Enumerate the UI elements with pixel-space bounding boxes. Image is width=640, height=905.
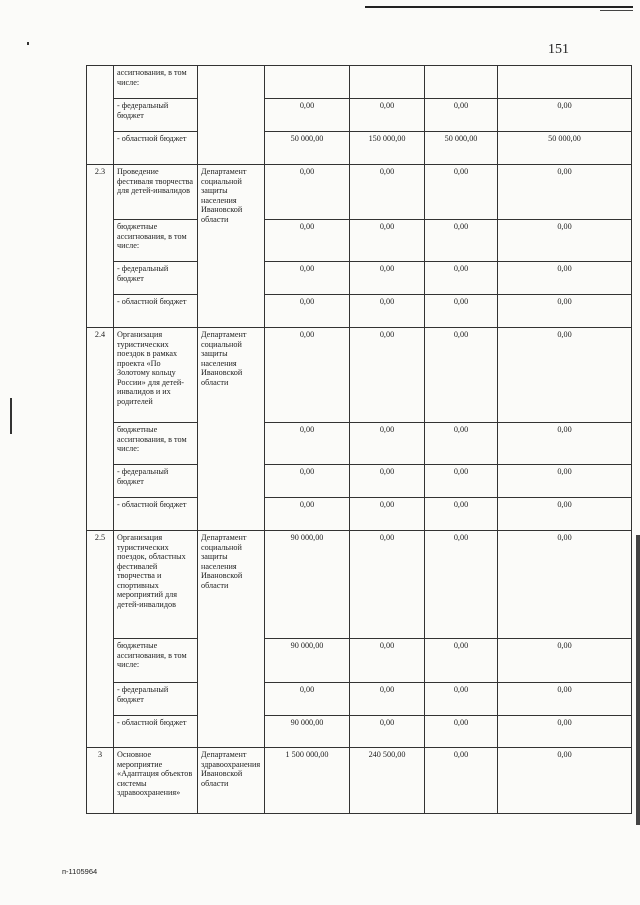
item-description: бюджетные ассигнования, в том числе: <box>114 423 198 465</box>
table-row <box>87 132 632 165</box>
scan-edge-bar <box>636 535 640 825</box>
page-number: 151 <box>548 42 569 57</box>
footer-document-code: п-1105964 <box>62 867 98 876</box>
table-row <box>87 66 632 99</box>
value-cell: 0,00 <box>350 639 425 683</box>
table-row <box>87 295 632 328</box>
value-cell: 0,00 <box>498 748 632 814</box>
value-cell: 0,00 <box>350 423 425 465</box>
value-cell: 240 500,00 <box>350 748 425 814</box>
value-cell: 0,00 <box>425 328 498 423</box>
table-row <box>87 165 632 220</box>
table-row <box>87 220 632 262</box>
table-row <box>87 748 632 814</box>
value-cell: 0,00 <box>350 165 425 220</box>
item-number: 2.5 <box>87 531 114 748</box>
value-cell: 0,00 <box>498 295 632 328</box>
value-cell: 0,00 <box>265 465 350 498</box>
table-row <box>87 99 632 132</box>
value-cell: 50 000,00 <box>498 132 632 165</box>
value-cell: 90 000,00 <box>265 716 350 748</box>
item-description: - федеральный бюджет <box>114 465 198 498</box>
value-cell: 90 000,00 <box>265 639 350 683</box>
value-cell: 0,00 <box>425 220 498 262</box>
value-cell: 0,00 <box>265 262 350 295</box>
value-cell: 150 000,00 <box>350 132 425 165</box>
value-cell: 0,00 <box>265 165 350 220</box>
value-cell: 0,00 <box>425 716 498 748</box>
item-description: Организация туристических поездок, областных фестивалей творчества и спортивных мероприятий для детей-инвалидов <box>114 531 198 639</box>
value-cell: 0,00 <box>265 99 350 132</box>
item-number: 3 <box>87 748 114 814</box>
value-cell: 0,00 <box>498 465 632 498</box>
value-cell: 1 500 000,00 <box>265 748 350 814</box>
value-cell: 0,00 <box>425 683 498 716</box>
department-name: Департамент социальной защиты населения Ивановской области <box>198 531 265 748</box>
value-cell: 0,00 <box>265 328 350 423</box>
value-cell: 0,00 <box>350 683 425 716</box>
item-description: - областной бюджет <box>114 295 198 328</box>
value-cell: 0,00 <box>425 165 498 220</box>
item-description: бюджетные ассигнования, в том числе: <box>114 639 198 683</box>
value-cell: 0,00 <box>350 716 425 748</box>
value-cell: 0,00 <box>498 531 632 639</box>
top-rule-short <box>600 10 633 11</box>
item-description: бюджетные ассигнования, в том числе: <box>114 220 198 262</box>
value-cell: 0,00 <box>425 639 498 683</box>
item-description: - областной бюджет <box>114 716 198 748</box>
item-description: ассигнования, в том числе: <box>114 66 198 99</box>
value-cell: 0,00 <box>425 498 498 531</box>
value-cell: 90 000,00 <box>265 531 350 639</box>
value-cell: 0,00 <box>498 683 632 716</box>
value-cell <box>265 66 350 99</box>
item-description: - федеральный бюджет <box>114 683 198 716</box>
item-number: 2.3 <box>87 165 114 328</box>
department-cell <box>198 66 265 165</box>
table-row <box>87 716 632 748</box>
value-cell: 0,00 <box>498 165 632 220</box>
value-cell: 0,00 <box>498 262 632 295</box>
value-cell: 0,00 <box>350 328 425 423</box>
department-name: Департамент здравоохранения Ивановской области <box>198 748 265 814</box>
scan-margin-mark <box>10 398 12 434</box>
value-cell: 0,00 <box>425 423 498 465</box>
department-name: Департамент социальной защиты населения Ивановской области <box>198 328 265 531</box>
table-row <box>87 328 632 423</box>
item-description: - федеральный бюджет <box>114 99 198 132</box>
value-cell: 0,00 <box>498 498 632 531</box>
value-cell <box>425 66 498 99</box>
value-cell: 0,00 <box>425 262 498 295</box>
scan-speck <box>27 42 29 45</box>
value-cell <box>498 66 632 99</box>
budget-table <box>86 65 632 814</box>
item-number: 2.4 <box>87 328 114 531</box>
table-row <box>87 465 632 498</box>
value-cell: 50 000,00 <box>265 132 350 165</box>
value-cell: 0,00 <box>498 423 632 465</box>
value-cell: 0,00 <box>350 295 425 328</box>
value-cell: 0,00 <box>265 423 350 465</box>
value-cell: 0,00 <box>350 220 425 262</box>
table-row <box>87 423 632 465</box>
item-description: Организация туристических поездок в рамках проекта «По Золотому кольцу России» для детей-инвалидов и их родителей <box>114 328 198 423</box>
value-cell: 50 000,00 <box>425 132 498 165</box>
table-row <box>87 262 632 295</box>
value-cell: 0,00 <box>498 220 632 262</box>
value-cell: 0,00 <box>498 99 632 132</box>
item-number-cell <box>87 66 114 165</box>
value-cell: 0,00 <box>350 262 425 295</box>
value-cell: 0,00 <box>350 99 425 132</box>
value-cell: 0,00 <box>350 531 425 639</box>
item-description: - областной бюджет <box>114 132 198 165</box>
value-cell: 0,00 <box>265 220 350 262</box>
value-cell: 0,00 <box>350 498 425 531</box>
value-cell: 0,00 <box>498 716 632 748</box>
top-rule <box>365 6 633 8</box>
value-cell: 0,00 <box>425 465 498 498</box>
item-description: Проведение фестиваля творчества для детей-инвалидов <box>114 165 198 220</box>
value-cell: 0,00 <box>425 99 498 132</box>
department-name: Департамент социальной защиты населения Ивановской области <box>198 165 265 328</box>
item-description: - областной бюджет <box>114 498 198 531</box>
value-cell: 0,00 <box>425 531 498 639</box>
table-row <box>87 683 632 716</box>
value-cell: 0,00 <box>498 328 632 423</box>
table-row <box>87 639 632 683</box>
value-cell: 0,00 <box>425 748 498 814</box>
value-cell: 0,00 <box>350 465 425 498</box>
value-cell <box>350 66 425 99</box>
table-row <box>87 498 632 531</box>
value-cell: 0,00 <box>265 295 350 328</box>
table-row <box>87 531 632 639</box>
value-cell: 0,00 <box>265 683 350 716</box>
value-cell: 0,00 <box>425 295 498 328</box>
item-description: - федеральный бюджет <box>114 262 198 295</box>
item-description: Основное мероприятие «Адаптация объектов системы здравоохранения» <box>114 748 198 814</box>
value-cell: 0,00 <box>265 498 350 531</box>
value-cell: 0,00 <box>498 639 632 683</box>
